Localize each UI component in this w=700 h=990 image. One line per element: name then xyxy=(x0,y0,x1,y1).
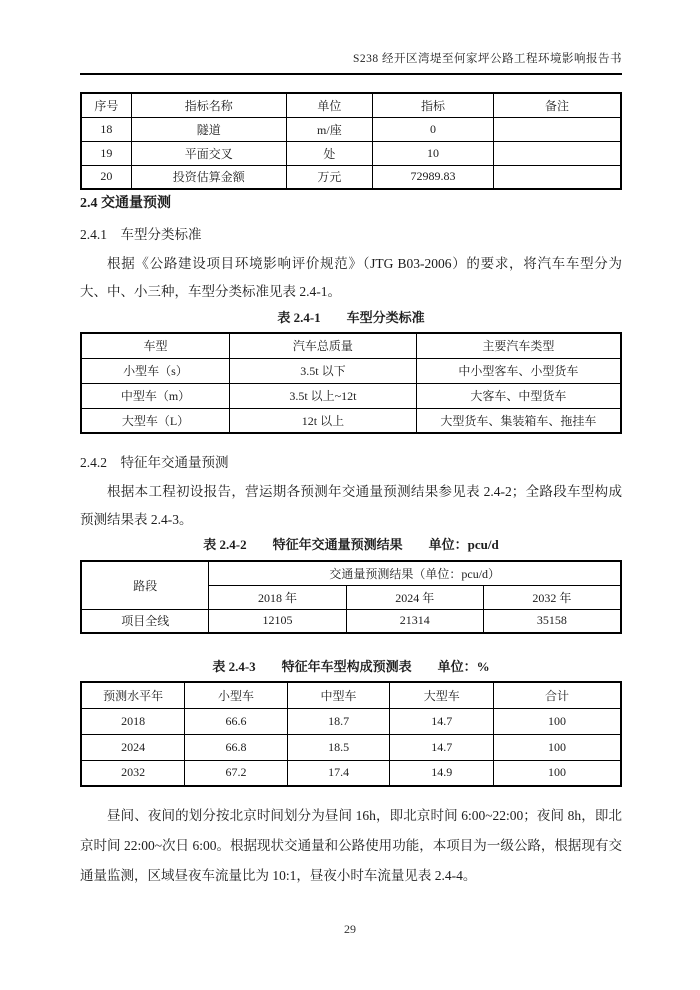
table-row xyxy=(81,383,621,408)
table-cell: 单位 xyxy=(286,93,372,117)
table-cell: 0 xyxy=(373,117,494,141)
report-header-title: S238 经开区湾堤至何家坪公路工程环境影响报告书 xyxy=(352,53,622,65)
table-cell xyxy=(494,117,621,141)
table-cell: 备注 xyxy=(494,93,621,117)
table-cell: 2032 xyxy=(81,760,185,786)
table-row xyxy=(81,609,621,633)
paragraph-day-night: 昼间、夜间的划分按北京时间划分为昼间 16h，即北京时间 6:00~22:00；夜间 8h，即北京时间 22:00~次日 6:00。根据现状交通量和公路使用功能，本项目为一级公路，根据现有交通量监测，区域昼夜车流量比为 10:1，昼夜小时车流量见表 2.4-4。 xyxy=(80,808,622,883)
table-cell xyxy=(494,141,621,165)
table-row xyxy=(81,760,621,786)
table-header-row xyxy=(81,333,621,358)
table-cell xyxy=(494,165,621,189)
table-caption-2-4-2: 表 2.4-2 特征年交通量预测结果 单位：pcu/d xyxy=(203,537,499,552)
table-row xyxy=(81,734,621,760)
table-cell: 18.5 xyxy=(287,734,390,760)
section-heading-2-4-2: 2.4.2 特征年交通量预测 xyxy=(80,455,229,470)
table-cell: 万元 xyxy=(286,165,372,189)
table-cell: 中型车 xyxy=(287,682,390,708)
table-cell: 中型车（m） xyxy=(81,383,230,408)
table-row xyxy=(81,117,621,141)
table-cell: 14.7 xyxy=(390,708,494,734)
table-cell: 2024 xyxy=(81,734,185,760)
table-cell: 合计 xyxy=(494,682,621,708)
table-cell: 小型车（s） xyxy=(81,358,230,383)
table-header-row xyxy=(81,682,621,708)
table-cell: 3.5t 以下 xyxy=(230,358,417,383)
table-caption-2-4-3: 表 2.4-3 特征年车型构成预测表 单位：% xyxy=(212,659,490,674)
table-cell: 35158 xyxy=(483,609,621,633)
table-cell: 2032 年 xyxy=(483,585,621,609)
table-cell: 67.2 xyxy=(185,760,288,786)
table-cell: 21314 xyxy=(346,609,483,633)
table-cell: 2024 年 xyxy=(346,585,483,609)
vehicle-composition-table xyxy=(80,681,622,787)
table-row xyxy=(81,708,621,734)
table-cell: 大客车、中型货车 xyxy=(416,383,621,408)
traffic-volume-table xyxy=(80,560,622,634)
table-cell: 指标 xyxy=(373,93,494,117)
table-cell: 19 xyxy=(81,141,131,165)
table-cell: 10 xyxy=(373,141,494,165)
table-cell: 大型货车、集装箱车、拖挂车 xyxy=(416,408,621,433)
table-row xyxy=(81,165,621,189)
table-caption-2-4-1: 表 2.4-1 车型分类标准 xyxy=(277,310,425,325)
table-cell: 小型车 xyxy=(185,682,288,708)
table-cell: 主要汽车类型 xyxy=(416,333,621,358)
table-cell: 20 xyxy=(81,165,131,189)
section-heading-2-4: 2.4 交通量预测 xyxy=(80,196,171,211)
table-cell: 投资估算金额 xyxy=(131,165,286,189)
page-content xyxy=(80,0,622,891)
project-indicators-table xyxy=(80,92,622,190)
table-cell: 12105 xyxy=(209,609,346,633)
table-cell: 交通量预测结果（单位：pcu/d） xyxy=(209,561,621,585)
table-cell: 17.4 xyxy=(287,760,390,786)
table-cell: 66.6 xyxy=(185,708,288,734)
table-cell: 序号 xyxy=(81,93,131,117)
table-cell: 汽车总质量 xyxy=(230,333,417,358)
table-cell: 大型车 xyxy=(390,682,494,708)
table-cell: 100 xyxy=(494,734,621,760)
table-cell: 指标名称 xyxy=(131,93,286,117)
table-row xyxy=(81,141,621,165)
table-cell: 14.9 xyxy=(390,760,494,786)
header-rule xyxy=(80,73,622,75)
table-cell: 2018 xyxy=(81,708,185,734)
table-cell: 项目全线 xyxy=(81,609,209,633)
table-header-row xyxy=(81,561,621,585)
table-cell: 平面交叉 xyxy=(131,141,286,165)
vehicle-class-table xyxy=(80,332,622,434)
table-cell: 车型 xyxy=(81,333,230,358)
table-cell: 预测水平年 xyxy=(81,682,185,708)
table-cell: 18 xyxy=(81,117,131,141)
table-cell: 14.7 xyxy=(390,734,494,760)
table-cell: 处 xyxy=(286,141,372,165)
paragraph-traffic-forecast: 根据本工程初设报告，营运期各预测年交通量预测结果参见表 2.4-2；全路段车型构成预测结果表 2.4-3。 xyxy=(80,484,622,527)
table-cell: 3.5t 以上~12t xyxy=(230,383,417,408)
table-cell: 路段 xyxy=(81,561,209,609)
table-cell: 66.8 xyxy=(185,734,288,760)
table-row xyxy=(81,408,621,433)
table-cell: 12t 以上 xyxy=(230,408,417,433)
paragraph-vehicle-classification: 根据《公路建设项目环境影响评价规范》（JTG B03-2006）的要求，将汽车车型分为大、中、小三种，车型分类标准见表 2.4-1。 xyxy=(80,256,622,299)
table-cell: 72989.83 xyxy=(373,165,494,189)
table-header-row xyxy=(81,93,621,117)
table-cell: 中小型客车、小型货车 xyxy=(416,358,621,383)
table-cell: 100 xyxy=(494,708,621,734)
table-cell: 大型车（L） xyxy=(81,408,230,433)
table-row xyxy=(81,358,621,383)
table-cell: 隧道 xyxy=(131,117,286,141)
table-cell: 100 xyxy=(494,760,621,786)
table-cell: 18.7 xyxy=(287,708,390,734)
page-number: 29 xyxy=(344,922,356,936)
table-cell: 2018 年 xyxy=(209,585,346,609)
table-cell: m/座 xyxy=(286,117,372,141)
section-heading-2-4-1: 2.4.1 车型分类标准 xyxy=(80,227,202,242)
